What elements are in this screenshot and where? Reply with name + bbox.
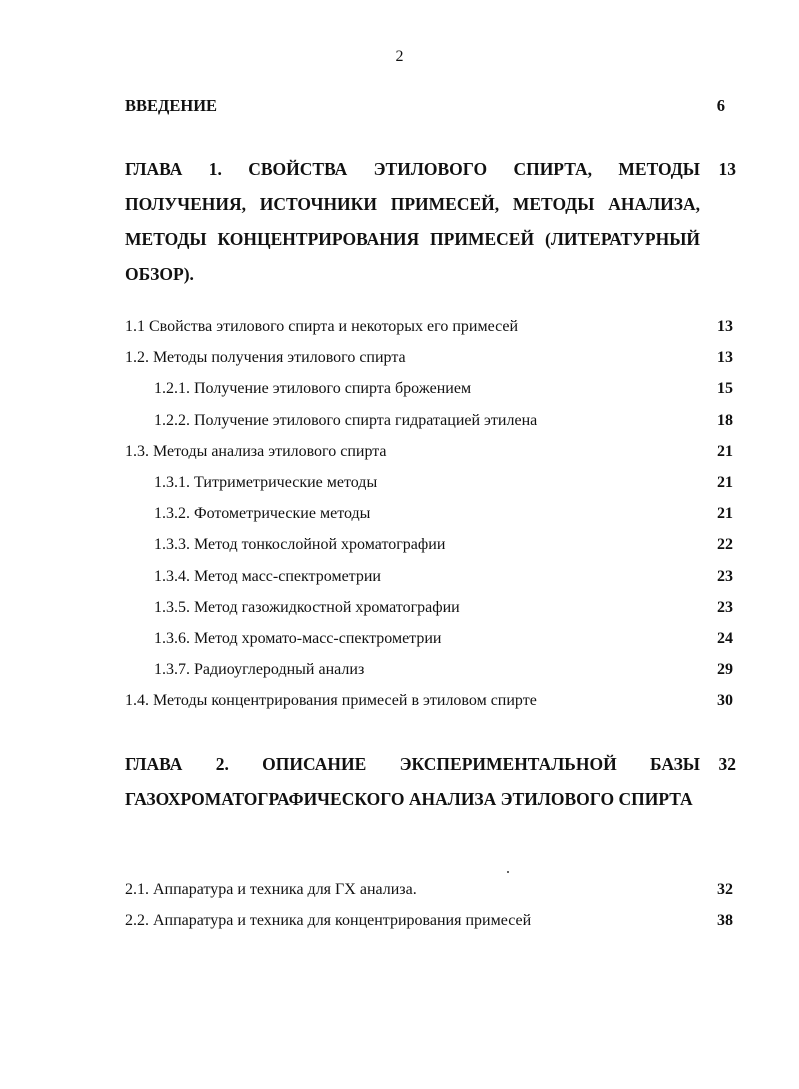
toc-entry-1-2 <box>125 342 733 373</box>
toc-entry-page: 21 <box>717 505 733 523</box>
toc-entry-1-3-1 <box>125 467 733 498</box>
toc-entry-title: 1.3.3. Метод тонкослойной хроматографии <box>154 536 446 554</box>
toc-entry-page: 21 <box>717 473 733 491</box>
toc-entry-title: 1.3.2. Фотометрические методы <box>154 505 371 523</box>
toc-entry-title: 1.4. Методы концентрирования примесей в этиловом спирте <box>125 692 537 710</box>
toc-entry-1-3-4 <box>125 561 733 592</box>
toc-entry-page: 23 <box>717 598 733 616</box>
toc-entry-1-4 <box>125 685 733 716</box>
toc-entry-page: 38 <box>717 912 733 930</box>
toc-entry-1-3-6 <box>125 623 733 654</box>
toc-entry-page: 13 <box>717 349 733 367</box>
toc-entry-page: 15 <box>717 380 733 398</box>
toc-entry-page: 32 <box>717 881 733 898</box>
toc-entry-title: 1.3.5. Метод газожидкостной хроматографии <box>154 598 460 616</box>
toc-entry-1-3-5 <box>125 592 733 623</box>
introduction-title: ВВЕДЕНИЕ <box>125 96 218 115</box>
toc-entry-1-3-3 <box>125 529 733 560</box>
toc-entry-1-2-2 <box>125 405 733 436</box>
chapter-1-heading <box>125 152 736 292</box>
chapter-2-entries <box>125 874 733 936</box>
page-number: 2 <box>395 48 404 65</box>
toc-entry-title: 1.3.4. Метод масс-спектрометрии <box>154 567 381 585</box>
toc-entry-2-1 <box>125 874 733 905</box>
chapter-1-entries <box>125 311 733 716</box>
toc-entry-1-3-2 <box>125 498 733 529</box>
chapter-1-page: 13 <box>718 159 736 179</box>
toc-entry-1-3-7 <box>125 654 733 685</box>
toc-entry-page: 21 <box>717 442 733 460</box>
toc-entry-title: 1.1 Свойства этилового спирта и некоторых его примесей <box>125 318 519 335</box>
toc-entry-title: 2.2. Аппаратура и техника для концентрирования примесей <box>125 912 532 930</box>
toc-entry-page: 30 <box>717 692 733 710</box>
toc-entry-title: 1.3. Методы анализа этилового спирта <box>125 442 387 460</box>
toc-entry-title: 1.2.1. Получение этилового спирта брожением <box>154 380 472 398</box>
toc-entry-title: 1.3.1. Титриметрические методы <box>154 473 378 491</box>
toc-entry-title: 2.1. Аппаратура и техника для ГХ анализа. <box>125 881 417 898</box>
chapter-2-heading <box>125 747 736 817</box>
toc-entry-page: 24 <box>717 629 733 647</box>
toc-entry-title: 1.2. Методы получения этилового спирта <box>125 349 406 367</box>
toc-entry-page: 22 <box>717 536 733 554</box>
toc-entry-page: 23 <box>717 567 733 585</box>
toc-entry-page: 18 <box>717 411 733 429</box>
toc-entry-title: 1.2.2. Получение этилового спирта гидратацией этилена <box>154 411 538 429</box>
toc-entry-page: 13 <box>717 318 733 335</box>
toc-entry-page: 29 <box>717 661 733 679</box>
toc-entry-1-2-1 <box>125 373 733 404</box>
chapter-2-title: ГЛАВА 2. ОПИСАНИЕ ЭКСПЕРИМЕНТАЛЬНОЙ БАЗЫ ГАЗОХРОМАТОГРАФИЧЕСКОГО АНАЛИЗА ЭТИЛОВОГО СПИРТА <box>125 754 700 809</box>
toc-entry-title: 1.3.7. Радиоуглеродный анализ <box>154 661 365 679</box>
chapter-2-page: 32 <box>718 754 736 774</box>
toc-entry-1-3 <box>125 436 733 467</box>
toc-entry-2-2 <box>125 905 733 936</box>
toc-entry-1-1 <box>125 311 733 342</box>
chapter-1-title: ГЛАВА 1. СВОЙСТВА ЭТИЛОВОГО СПИРТА, МЕТОДЫ ПОЛУЧЕНИЯ, ИСТОЧНИКИ ПРИМЕСЕЙ, МЕТОДЫ АНАЛИЗА, МЕТОДЫ КОНЦЕНТРИРОВАНИЯ ПРИМЕСЕЙ (ЛИТЕРАТУРНЫЙ ОБЗОР). <box>125 159 700 284</box>
scan-artifact-dot <box>507 871 509 873</box>
toc-entry-title: 1.3.6. Метод хромато-масс-спектрометрии <box>154 629 442 647</box>
introduction-page: 6 <box>716 96 725 115</box>
